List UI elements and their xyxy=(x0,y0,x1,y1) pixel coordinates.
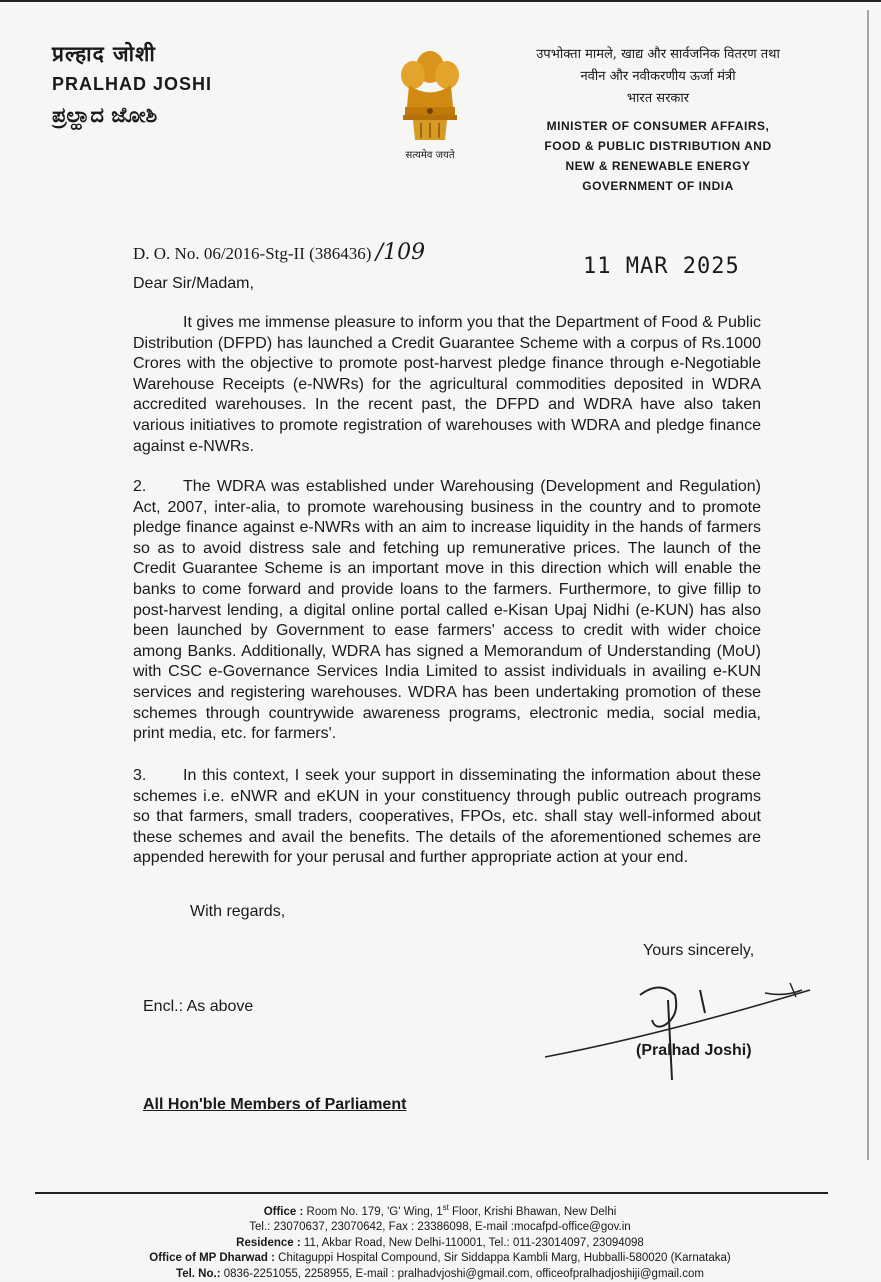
top-border xyxy=(0,0,881,2)
reference-handwritten: /109 xyxy=(375,240,426,265)
signature-icon xyxy=(540,975,820,1085)
paragraph-2-number: 2. xyxy=(133,478,147,495)
footer-office-label: Office : xyxy=(263,1205,304,1218)
national-emblem xyxy=(385,45,475,175)
name-kannada: ಪ್ರಲ್ಹಾದ ಜೋಶಿ xyxy=(52,103,158,127)
paragraph-1: It gives me immense pleasure to inform you that the Department of Food & Public Distribution (DFPD) has launched a Credit Guarantee Scheme with a corpus of Rs.1000 Crores with the objective to promote post-harvest pledge finance through e-Negotiable Warehouse Receipts (e-NWRs) for the agricultural commodities deposited in WDRA accredited warehouses. In the recent past, the DFPD and WDRA have also taken various initiatives to promote registration of warehouses with WDRA and pledge finance against e-NWRs. xyxy=(133,314,761,455)
title-english-line-1: MINISTER OF CONSUMER AFFAIRS, xyxy=(546,119,770,133)
letterhead-left xyxy=(52,40,212,128)
salutation: Dear Sir/Madam, xyxy=(133,275,254,292)
enclosure-note: Encl.: As above xyxy=(143,998,254,1015)
paragraph-2-text: The WDRA was established under Warehousing (Development and Regulation) Act, 2007, inter-alia, to promote warehousing business in the country and to promote pledge finance against e-NWRs with an aim to increase liquidity in the hands of farmers so as to avoid distress sale and fetching up remunerative prices. The launch of the Credit Guarantee Scheme is an important move in this direction which will enable the banks to come forward and provide loans to the farmers. Furthermore, to give fillip to post-harvest lending, a digital online portal called e-Kisan Upaj Nidhi (e-KUN) has also been launched by Government to ease farmers' access to credit with wider choice among Banks. Additionally, WDRA has signed a Memorandum of Understanding (MoU) with CSC e-Governance Services India Limited to assist individuals in availing e-KUN services and registering warehouses. WDRA has been undertaking promotion of these schemes through countrywide awareness programs, electronic media, social media, print media, etc. for farmers'. xyxy=(133,478,761,743)
reference-text: D. O. No. 06/2016-Stg-II (386436) xyxy=(133,244,372,263)
footer-office-contact: Tel.: 23070637, 23070642, Fax : 23386098, E-mail :mocafpd-office@gov.in xyxy=(249,1221,631,1234)
date-stamp: 11 MAR 2025 xyxy=(583,254,740,279)
paragraph-2 xyxy=(133,477,761,745)
footer-mp-contact-text: 0836-2251055, 2258955, E-mail : pralhadvjoshi@gmail.com, officeofpralhadjoshiji@gmail.com xyxy=(223,1267,704,1280)
paragraph-3 xyxy=(133,766,761,869)
footer-mp-office-text: Chitaguppi Hospital Compound, Sir Siddappa Kambli Marg, Hubballi-580020 (Karnataka) xyxy=(278,1252,731,1265)
footer-office-sup: st xyxy=(442,1203,449,1212)
footer-divider xyxy=(35,1192,828,1194)
lion-capital-icon xyxy=(395,45,465,145)
footer-residence-text: 11, Akbar Road, New Delhi-110001, Tel.: 011-23014097, 23094098 xyxy=(303,1236,644,1249)
footer-residence xyxy=(100,1236,780,1252)
paragraph-3-number: 3. xyxy=(133,767,147,784)
regards: With regards, xyxy=(190,903,286,920)
title-hindi-line-3: भारत सरकार xyxy=(626,91,690,106)
footer-office xyxy=(100,1200,780,1220)
name-hindi: प्रल्हाद जोशी xyxy=(52,41,156,66)
signatory-name: (Pralhad Joshi) xyxy=(636,1042,752,1059)
footer-mp-office-label: Office of MP Dharwad : xyxy=(149,1252,275,1265)
name-english: PRALHAD JOSHI xyxy=(52,74,213,94)
closing: Yours sincerely, xyxy=(643,942,755,959)
title-english-line-3: NEW & RENEWABLE ENERGY xyxy=(565,159,751,173)
footer-residence-label: Residence : xyxy=(236,1236,301,1249)
footer xyxy=(100,1200,780,1282)
title-english-line-2: FOOD & PUBLIC DISTRIBUTION AND xyxy=(544,139,772,153)
reference-number xyxy=(133,240,425,265)
right-border xyxy=(867,10,869,1160)
footer-office-after: Floor, Krishi Bhawan, New Delhi xyxy=(448,1205,617,1218)
footer-mp-office xyxy=(100,1251,780,1267)
title-hindi-line-2: नवीन और नवीकरणीय ऊर्जा मंत्री xyxy=(580,69,736,84)
letterhead-right xyxy=(508,44,808,196)
footer-office-before: Room No. 179, 'G' Wing, 1 xyxy=(306,1205,443,1218)
addressee: All Hon'ble Members of Parliament xyxy=(143,1096,407,1113)
paragraph-3-text: In this context, I seek your support in disseminating the information about these schemes i.e. eNWR and eKUN in your constituency through public outreach programs so that farmers, small traders, cooperatives, FPOs, etc. shall stay well-informed about these schemes and avail the benefits. The details of the aforementioned schemes are appended herewith for your perusal and further appropriate action at your end. xyxy=(133,767,761,867)
title-english-line-4: GOVERNMENT OF INDIA xyxy=(582,179,734,193)
emblem-motto: सत्यमेव जयते xyxy=(405,150,455,161)
title-hindi-line-1: उपभोक्ता मामले, खाद्य और सार्वजनिक वितरण तथा xyxy=(536,47,780,62)
footer-mp-contact-label: Tel. No.: xyxy=(176,1267,221,1280)
